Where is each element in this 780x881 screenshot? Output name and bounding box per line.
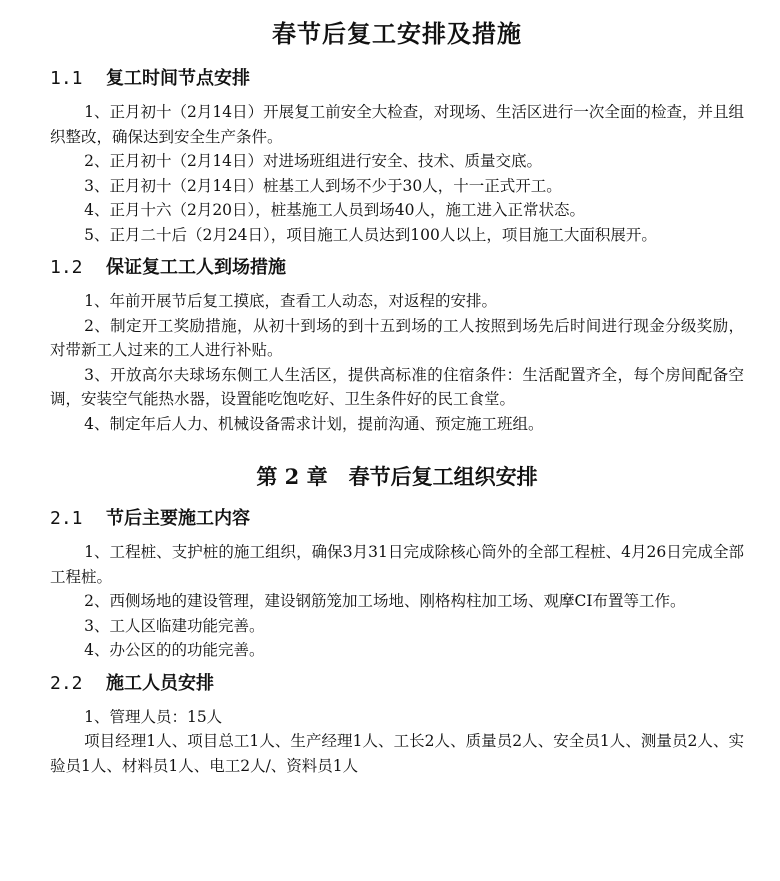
paragraph: 3、正月初十（2月14日）桩基工人到场不少于30人，十一正式开工。 bbox=[84, 176, 562, 195]
section-heading bbox=[50, 671, 744, 697]
section-heading bbox=[50, 255, 744, 281]
section-heading bbox=[50, 506, 744, 532]
section-number: 2.2 bbox=[50, 672, 83, 694]
paragraph: 2、正月初十（2月14日）对进场班组进行安全、技术、质量交底。 bbox=[84, 152, 543, 170]
section-number: 2.1 bbox=[50, 508, 83, 529]
part-one-sections bbox=[50, 66, 744, 436]
paragraph: 2、西侧场地的建设管理，建设钢筋笼加工场地、刚格构柱加工场、观摩CI布置等工作。 bbox=[84, 592, 686, 610]
section-heading-text: 保证复工工人到场措施 bbox=[106, 257, 286, 278]
paragraph: 4、办公区的的功能完善。 bbox=[84, 641, 265, 659]
paragraph: 4、正月十六（2月20日），桩基施工人员到场40人，施工进入正常状态。 bbox=[84, 201, 586, 219]
section-heading-text: 施工人员安排 bbox=[106, 672, 214, 694]
paragraph: 1、正月初十（2月14日）开展复工前安全大检查，对现场、生活区进行一次全面的检查，并且组织整改，确保达到安全生产条件。 bbox=[50, 103, 744, 146]
paragraph: 1、管理人员：15人 bbox=[84, 707, 223, 726]
paragraph: 3、开放高尔夫球场东侧工人生活区，提供高标准的住宿条件：生活配置齐全，每个房间配备空调，安装空气能热水器，设置能吃饱吃好、卫生条件好的民工食堂。 bbox=[50, 365, 744, 408]
paragraph: 4、制定年后人力、机械设备需求计划，提前沟通、预定施工班组。 bbox=[84, 414, 544, 433]
section-1-2 bbox=[50, 255, 744, 436]
section-heading bbox=[50, 66, 744, 92]
document-title: 春节后复工安排及措施 bbox=[272, 19, 522, 48]
section-heading-text: 复工时间节点安排 bbox=[106, 68, 250, 89]
paragraph: 项目经理1人、项目总工1人、生产经理1人、工长2人、质量员2人、安全员1人、测量员2人、实验员1人、材料员1人、电工2人/、资料员1人 bbox=[50, 732, 744, 775]
paragraph: 1、工程桩、支护桩的施工组织，确保3月31日完成除核心筒外的全部工程桩、4月26日完成全部工程桩。 bbox=[50, 543, 744, 586]
section-heading-text: 节后主要施工内容 bbox=[106, 508, 250, 529]
section-2-1 bbox=[50, 506, 744, 663]
part-two-sections bbox=[50, 506, 744, 778]
paragraph: 1、年前开展节后复工摸底，查看工人动态，对返程的安排。 bbox=[84, 292, 497, 310]
section-number: 1.1 bbox=[50, 68, 83, 89]
section-2-2 bbox=[50, 671, 744, 779]
paragraph: 5、正月二十后（2月24日），项目施工人员达到100人以上，项目施工大面积展开。 bbox=[84, 225, 657, 244]
paragraph: 2、制定开工奖励措施，从初十到场的到十五到场的工人按照到场先后时间进行现金分级奖励，对带新工人过来的工人进行补贴。 bbox=[50, 316, 744, 359]
chapter-2-title: 第 2 章 春节后复工组织安排 bbox=[256, 464, 538, 489]
paragraph: 3、工人区临建功能完善。 bbox=[84, 616, 265, 635]
section-number: 1.2 bbox=[50, 257, 83, 278]
section-1-1 bbox=[50, 66, 744, 247]
